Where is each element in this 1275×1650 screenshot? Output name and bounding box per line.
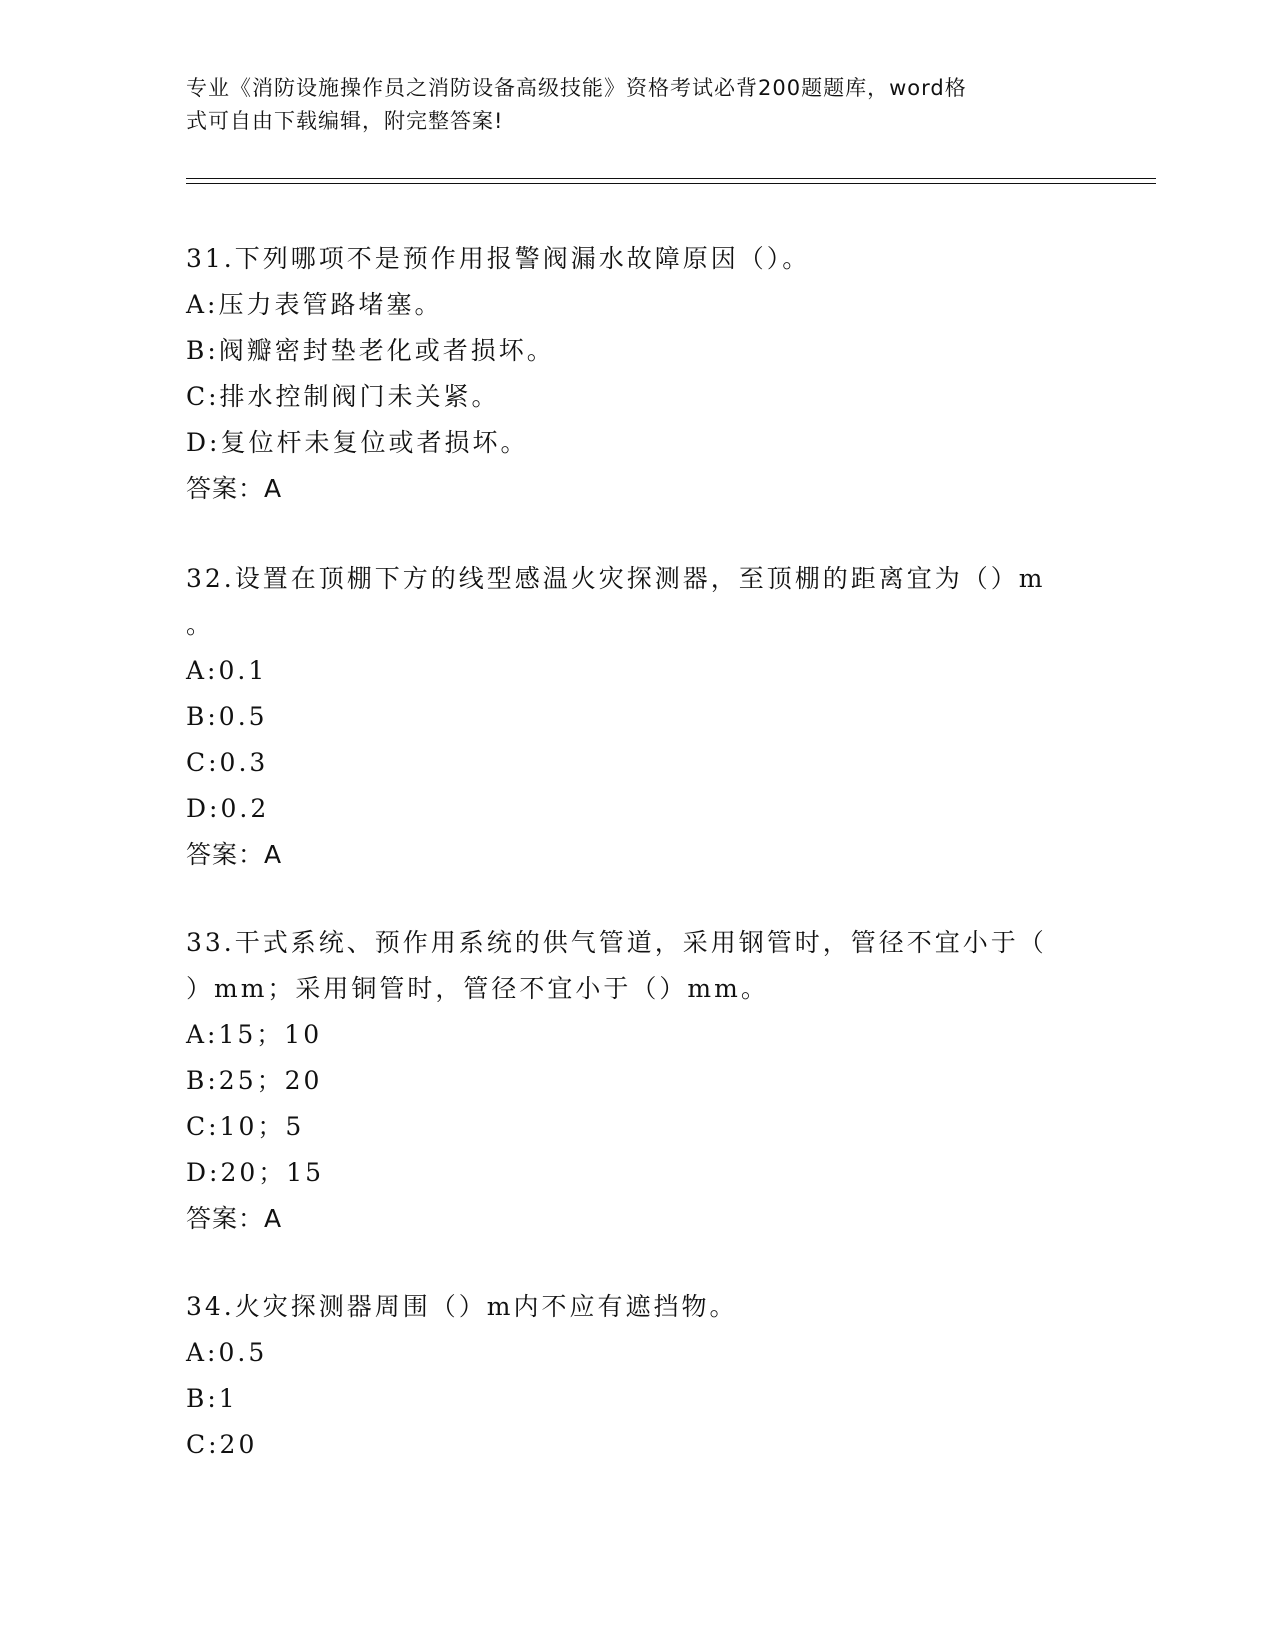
- option-c: C:20: [186, 1430, 258, 1459]
- option-d: D:复位杆未复位或者损坏。: [186, 428, 529, 457]
- option-c: C:排水控制阀门未关紧。: [186, 382, 500, 411]
- option-b: B:25；20: [186, 1066, 323, 1095]
- question-34: [186, 1284, 1086, 1468]
- question-33: [186, 920, 1086, 1242]
- option-a: A:0.1: [186, 656, 268, 685]
- header-line-1: 专业《消防设施操作员之消防设备高级技能》资格考试必背200题题库，word格: [186, 76, 967, 100]
- option-c: C:10；5: [186, 1112, 305, 1141]
- question-stem-continuation: 。: [186, 610, 215, 639]
- option-b: B:0.5: [186, 702, 268, 731]
- question-stem-continuation: ）mm；采用铜管时，管径不宜小于（）mm。: [186, 974, 769, 1003]
- option-a: A:0.5: [186, 1338, 268, 1367]
- header-line-2: 式可自由下载编辑，附完整答案!: [186, 109, 504, 133]
- answer-label: 答案：A: [186, 474, 283, 503]
- question-stem: 32.设置在顶棚下方的线型感温火灾探测器，至顶棚的距离宜为（）m: [186, 564, 1046, 593]
- question-31: [186, 236, 1086, 512]
- answer-label: 答案：A: [186, 1204, 283, 1233]
- question-stem: 34.火灾探测器周围（）m内不应有遮挡物。: [186, 1292, 738, 1321]
- option-b: B:1: [186, 1384, 238, 1413]
- question-stem: 33.干式系统、预作用系统的供气管道，采用钢管时，管径不宜小于（: [186, 928, 1047, 957]
- option-d: D:20；15: [186, 1158, 325, 1187]
- option-a: A:15；10: [186, 1020, 323, 1049]
- header-divider-bottom: [186, 183, 1156, 184]
- answer-label: 答案：A: [186, 840, 283, 869]
- option-d: D:0.2: [186, 794, 270, 823]
- document-header: [186, 72, 1076, 138]
- question-stem: 31.下列哪项不是预作用报警阀漏水故障原因（）。: [186, 244, 811, 273]
- header-divider-top: [186, 178, 1156, 179]
- option-b: B:阀瓣密封垫老化或者损坏。: [186, 336, 555, 365]
- option-a: A:压力表管路堵塞。: [186, 290, 443, 319]
- option-c: C:0.3: [186, 748, 269, 777]
- question-32: [186, 556, 1086, 878]
